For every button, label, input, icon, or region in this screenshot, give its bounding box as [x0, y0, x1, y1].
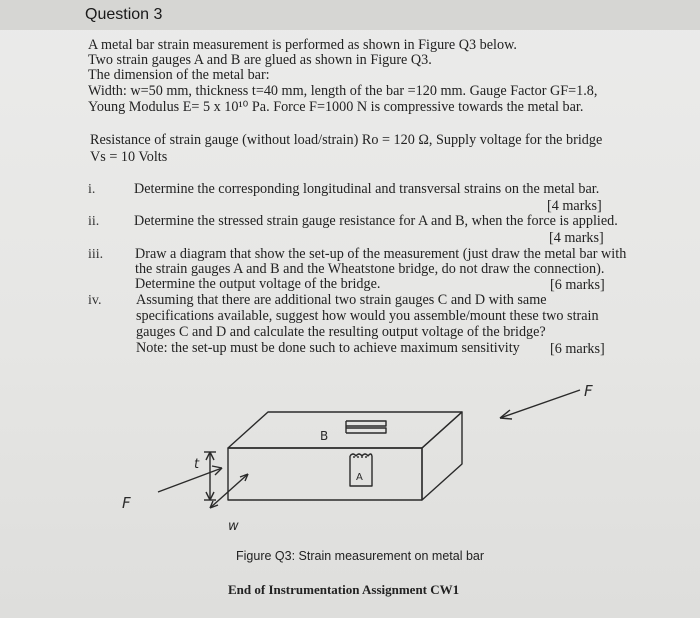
question-ii-marks: [4 marks]	[549, 230, 604, 246]
question-iii-marks: [6 marks]	[550, 277, 605, 293]
question-iii-number: iii.	[88, 247, 104, 262]
footer-end-note: End of Instrumentation Assignment CW1	[228, 582, 460, 597]
intro-line-3: The dimension of the metal bar:	[88, 67, 270, 83]
question-i-text: Determine the corresponding longitudinal and transversal strains on the metal bar.	[134, 181, 600, 197]
gauge-a-label: A	[356, 472, 363, 483]
intro-line-1: A metal bar strain measurement is performed as shown in Figure Q3 below.	[88, 37, 517, 53]
question-i-number: i.	[88, 182, 96, 197]
figure-caption: Figure Q3: Strain measurement on metal bar	[236, 549, 485, 563]
question-iii-line-2: the strain gauges A and B and the Wheatstone bridge, do not draw the connection).	[135, 261, 605, 277]
force-arrow-left	[158, 466, 222, 492]
force-arrow-right	[500, 390, 580, 419]
intro-line-4: Width: w=50 mm, thickness t=40 mm, length of the bar =120 mm. Gauge Factor GF=1.8,	[88, 83, 598, 99]
question-i-marks: [4 marks]	[547, 198, 602, 214]
question-iii-line-3: Determine the output voltage of the bridge.	[135, 276, 381, 292]
thickness-dimension	[204, 452, 216, 500]
bar-front-face	[228, 448, 422, 500]
resistance-line-2: Vs = 10 Volts	[90, 149, 168, 165]
bar-top-face	[228, 412, 462, 448]
force-label-right: F	[584, 382, 593, 400]
strain-gauge-b	[346, 421, 386, 433]
thickness-label: t	[194, 457, 200, 472]
question-ii-number: ii.	[88, 214, 100, 229]
question-iv-line-1: Assuming that there are additional two strain gauges C and D with same	[136, 292, 547, 308]
width-dimension	[210, 474, 248, 508]
intro-line-5: Young Modulus E= 5 x 10¹⁰ Pa. Force F=1000 N is compressive towards the metal bar.	[88, 99, 584, 115]
metal-bar-figure	[100, 368, 620, 543]
resistance-line-1: Resistance of strain gauge (without load/strain) Ro = 120 Ω, Supply voltage for the bridge	[90, 132, 603, 148]
question-iii-line-1: Draw a diagram that show the set-up of the measurement (just draw the metal bar with	[135, 246, 627, 262]
intro-line-2: Two strain gauges A and B are glued as shown in Figure Q3.	[88, 52, 432, 68]
question-iv-number: iv.	[88, 293, 102, 308]
question-iv-marks: [6 marks]	[550, 341, 605, 357]
question-iv-line-2: specifications available, suggest how would you assemble/mount these two strain	[136, 308, 599, 324]
question-title: Question 3	[85, 6, 163, 23]
question-iv-line-3: gauges C and D and calculate the resulting output voltage of the bridge?	[136, 324, 546, 340]
width-label: w	[228, 519, 239, 534]
bar-end-face	[422, 412, 462, 500]
question-iv-line-4: Note: the set-up must be done such to achieve maximum sensitivity	[136, 340, 520, 356]
gauge-b-label: B	[320, 429, 329, 443]
question-ii-text: Determine the stressed strain gauge resistance for A and B, when the force is applied.	[134, 213, 618, 229]
force-label-left: F	[122, 494, 131, 512]
